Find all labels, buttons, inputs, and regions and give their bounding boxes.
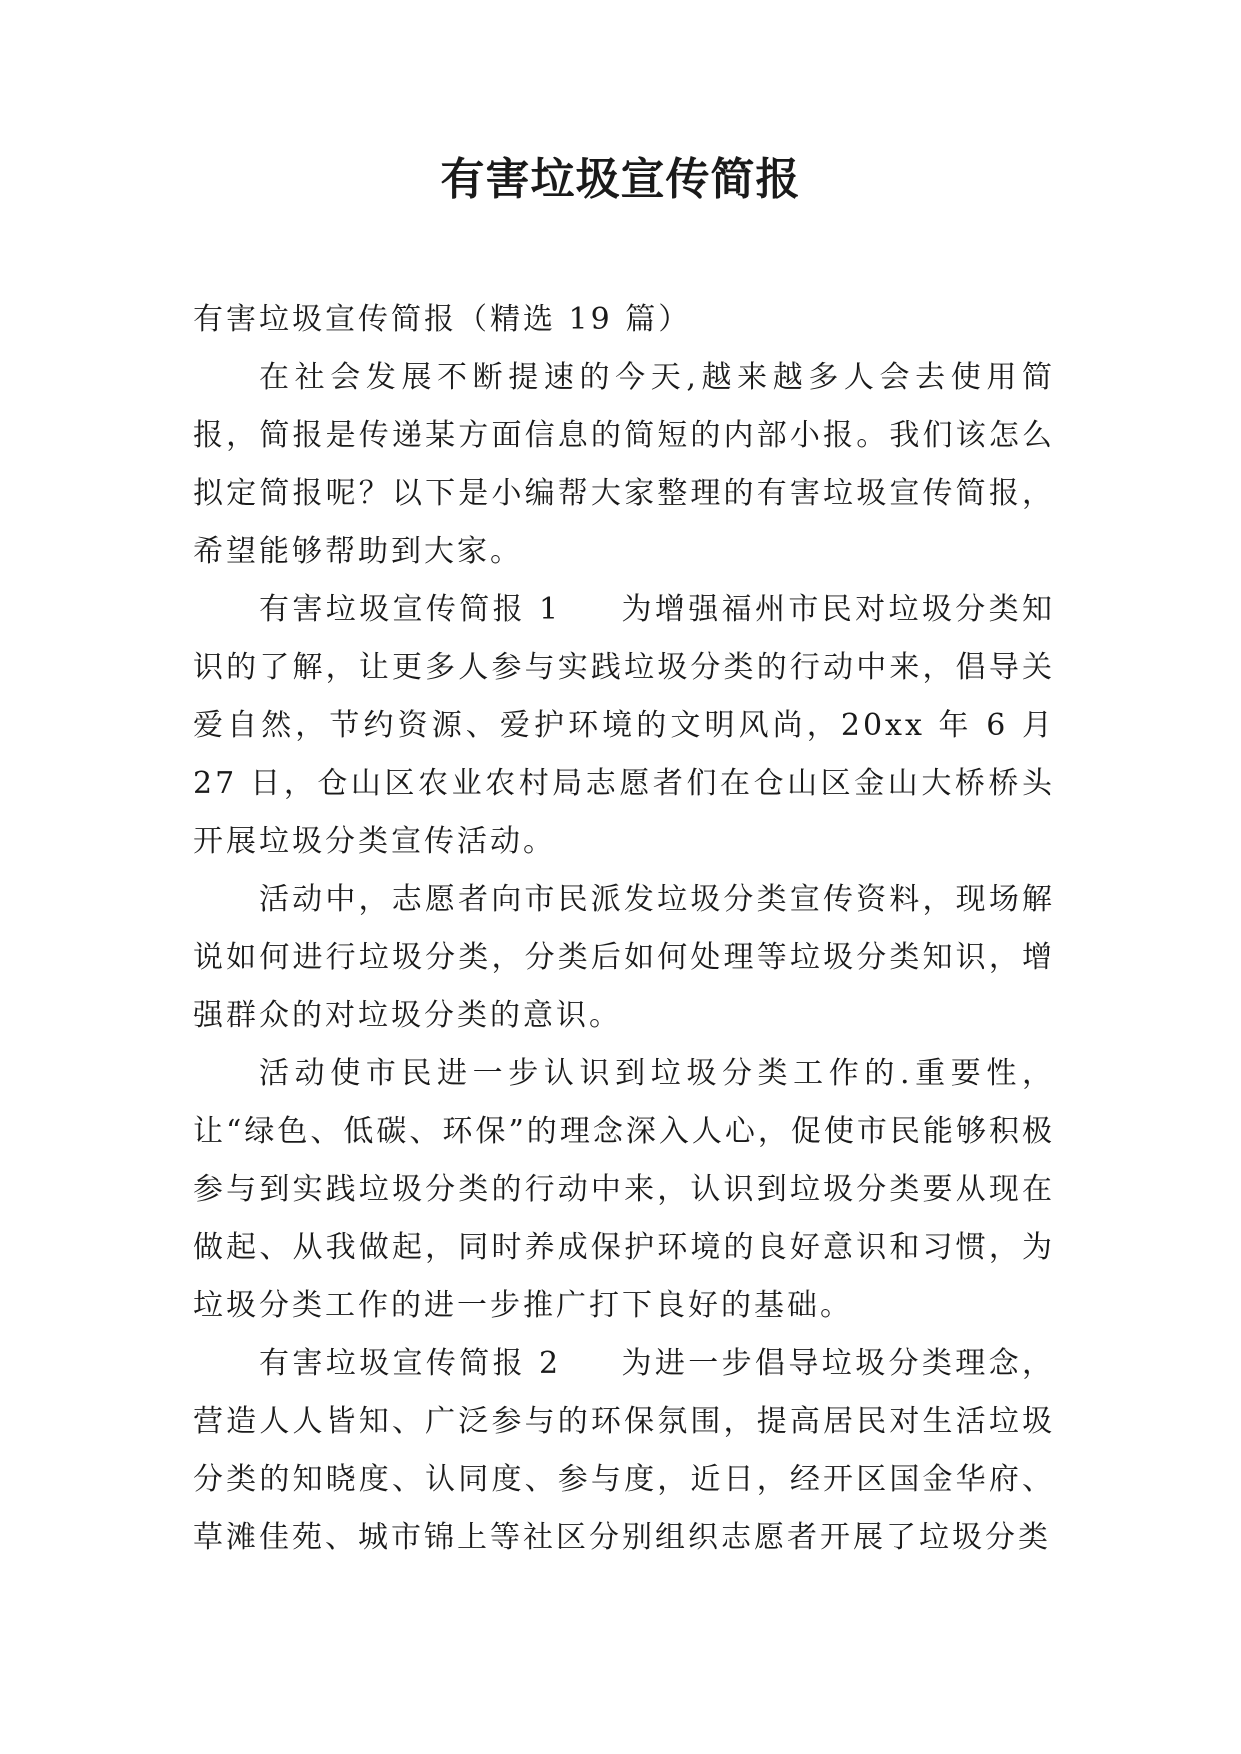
section-1-heading: 有害垃圾宣传简报 1 (259, 592, 562, 627)
section-2-heading: 有害垃圾宣传简报 2 (259, 1346, 562, 1381)
document-body (193, 291, 1055, 1567)
activity-paragraph: 活动中，志愿者向市民派发垃圾分类宣传资料，现场解说如何进行垃圾分类，分类后如何处理等垃圾分类知识，增强群众的对垃圾分类的意识。 (193, 882, 1055, 1033)
outcome-paragraph: 活动使市民进一步认识到垃圾分类工作的.重要性，让“绿色、低碳、环保”的理念深入人心，促使市民能够积极参与到实践垃圾分类的行动中来，认识到垃圾分类要从现在做起、从我做起，同时养成保护环境的良好意识和习惯，为垃圾分类工作的进一步推广打下良好的基础。 (193, 1056, 1055, 1323)
document-title: 有害垃圾宣传简报 (440, 154, 801, 205)
section-1-paragraph (193, 581, 1055, 871)
intro-paragraph: 在社会发展不断提速的今天,越来越多人会去使用简报，简报是传递某方面信息的简短的内部小报。我们该怎么拟定简报呢？以下是小编帮大家整理的有害垃圾宣传简报，希望能够帮助到大家。 (193, 360, 1055, 569)
section-2-text: 为进一步倡导垃圾分类理念，营造人人皆知、广泛参与的环保氛围，提高居民对生活垃圾分类的知晓度、认同度、参与度，近日，经开区国金华府、草滩佳苑、城市锦上等社区分别组织志愿者开展了垃圾分类 (193, 1346, 1056, 1555)
section-1-text: 为增强福州市民对垃圾分类知识的了解，让更多人参与实践垃圾分类的行动中来，倡导关爱自然，节约资源、爱护环境的文明风尚，20xx 年 6 月 27 日，仓山区农业农村局志愿者们在仓山区金山大桥桥头开展垃圾分类宣传活动。 (193, 592, 1056, 859)
section-2-paragraph (193, 1335, 1055, 1567)
document-subtitle: 有害垃圾宣传简报（精选 19 篇） (193, 302, 692, 337)
